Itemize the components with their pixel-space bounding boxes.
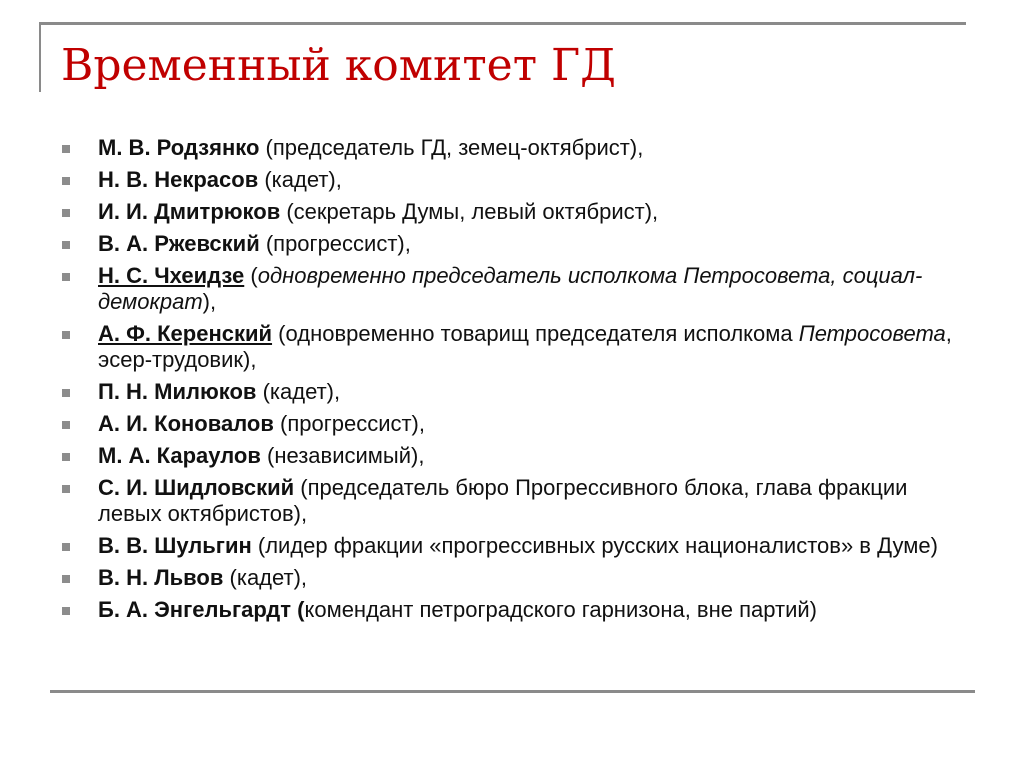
member-description: Петросовета bbox=[798, 321, 946, 346]
member-description: (кадет), bbox=[258, 167, 342, 192]
member-description: (прогрессист), bbox=[259, 231, 411, 256]
member-description: (кадет), bbox=[256, 379, 341, 404]
member-description: одновременно председатель исполкома Петросовета, социал-демократ bbox=[98, 263, 923, 314]
list-item bbox=[62, 533, 962, 559]
square-bullet-icon bbox=[62, 575, 70, 583]
member-description: (одновременно товарищ председателя исполкома bbox=[272, 321, 799, 346]
list-item bbox=[62, 135, 962, 161]
list-item bbox=[62, 597, 962, 623]
member-name: П. Н. Милюков bbox=[98, 379, 257, 404]
list-item bbox=[62, 379, 962, 405]
square-bullet-icon bbox=[62, 453, 70, 461]
square-bullet-icon bbox=[62, 543, 70, 551]
list-item bbox=[62, 167, 962, 193]
top-divider bbox=[40, 22, 966, 25]
list-item bbox=[62, 231, 962, 257]
list-item bbox=[62, 475, 962, 527]
member-description: (прогрессист), bbox=[273, 411, 425, 436]
member-list bbox=[62, 135, 962, 629]
member-name: В. В. Шульгин bbox=[98, 533, 252, 558]
member-description: (кадет), bbox=[223, 565, 308, 590]
list-item bbox=[62, 263, 962, 315]
member-name: Б. А. Энгельгардт ( bbox=[98, 597, 305, 622]
square-bullet-icon bbox=[62, 145, 70, 153]
member-description: (лидер фракции «прогрессивных русских националистов» в Думе) bbox=[251, 533, 938, 558]
square-bullet-icon bbox=[62, 607, 70, 615]
member-description: комендант петроградского гарнизона, вне партий) bbox=[304, 597, 817, 622]
square-bullet-icon bbox=[62, 331, 70, 339]
member-name: В. Н. Львов bbox=[98, 565, 224, 590]
member-description: (председатель ГД, земец-октябрист), bbox=[259, 135, 644, 160]
square-bullet-icon bbox=[62, 389, 70, 397]
bottom-divider bbox=[50, 690, 975, 693]
member-name: С. И. Шидловский bbox=[98, 475, 295, 500]
square-bullet-icon bbox=[62, 421, 70, 429]
list-item bbox=[62, 565, 962, 591]
list-item bbox=[62, 321, 962, 373]
member-description: , эсер-трудовик), bbox=[98, 321, 952, 372]
member-description: ), bbox=[202, 289, 217, 314]
member-name: А. Ф. Керенский bbox=[98, 321, 273, 346]
member-name: Н. В. Некрасов bbox=[98, 167, 259, 192]
member-description: ( bbox=[244, 263, 258, 288]
member-name: М. В. Родзянко bbox=[98, 135, 260, 160]
member-name: М. А. Караулов bbox=[98, 443, 261, 468]
square-bullet-icon bbox=[62, 485, 70, 493]
member-name: И. И. Дмитрюков bbox=[98, 199, 281, 224]
member-name: В. А. Ржевский bbox=[98, 231, 260, 256]
square-bullet-icon bbox=[62, 241, 70, 249]
list-item bbox=[62, 199, 962, 225]
list-item bbox=[62, 411, 962, 437]
square-bullet-icon bbox=[62, 177, 70, 185]
member-name: Н. С. Чхеидзе bbox=[98, 263, 245, 288]
member-description: (секретарь Думы, левый октябрист), bbox=[280, 199, 659, 224]
slide-title: Временный комитет ГД bbox=[61, 40, 616, 91]
square-bullet-icon bbox=[62, 209, 70, 217]
list-item bbox=[62, 443, 962, 469]
square-bullet-icon bbox=[62, 273, 70, 281]
member-name: А. И. Коновалов bbox=[98, 411, 274, 436]
left-divider bbox=[39, 22, 41, 92]
member-description: (независимый), bbox=[260, 443, 425, 468]
member-description: (председатель бюро Прогрессивного блока, глава фракции левых октябристов), bbox=[98, 475, 908, 526]
